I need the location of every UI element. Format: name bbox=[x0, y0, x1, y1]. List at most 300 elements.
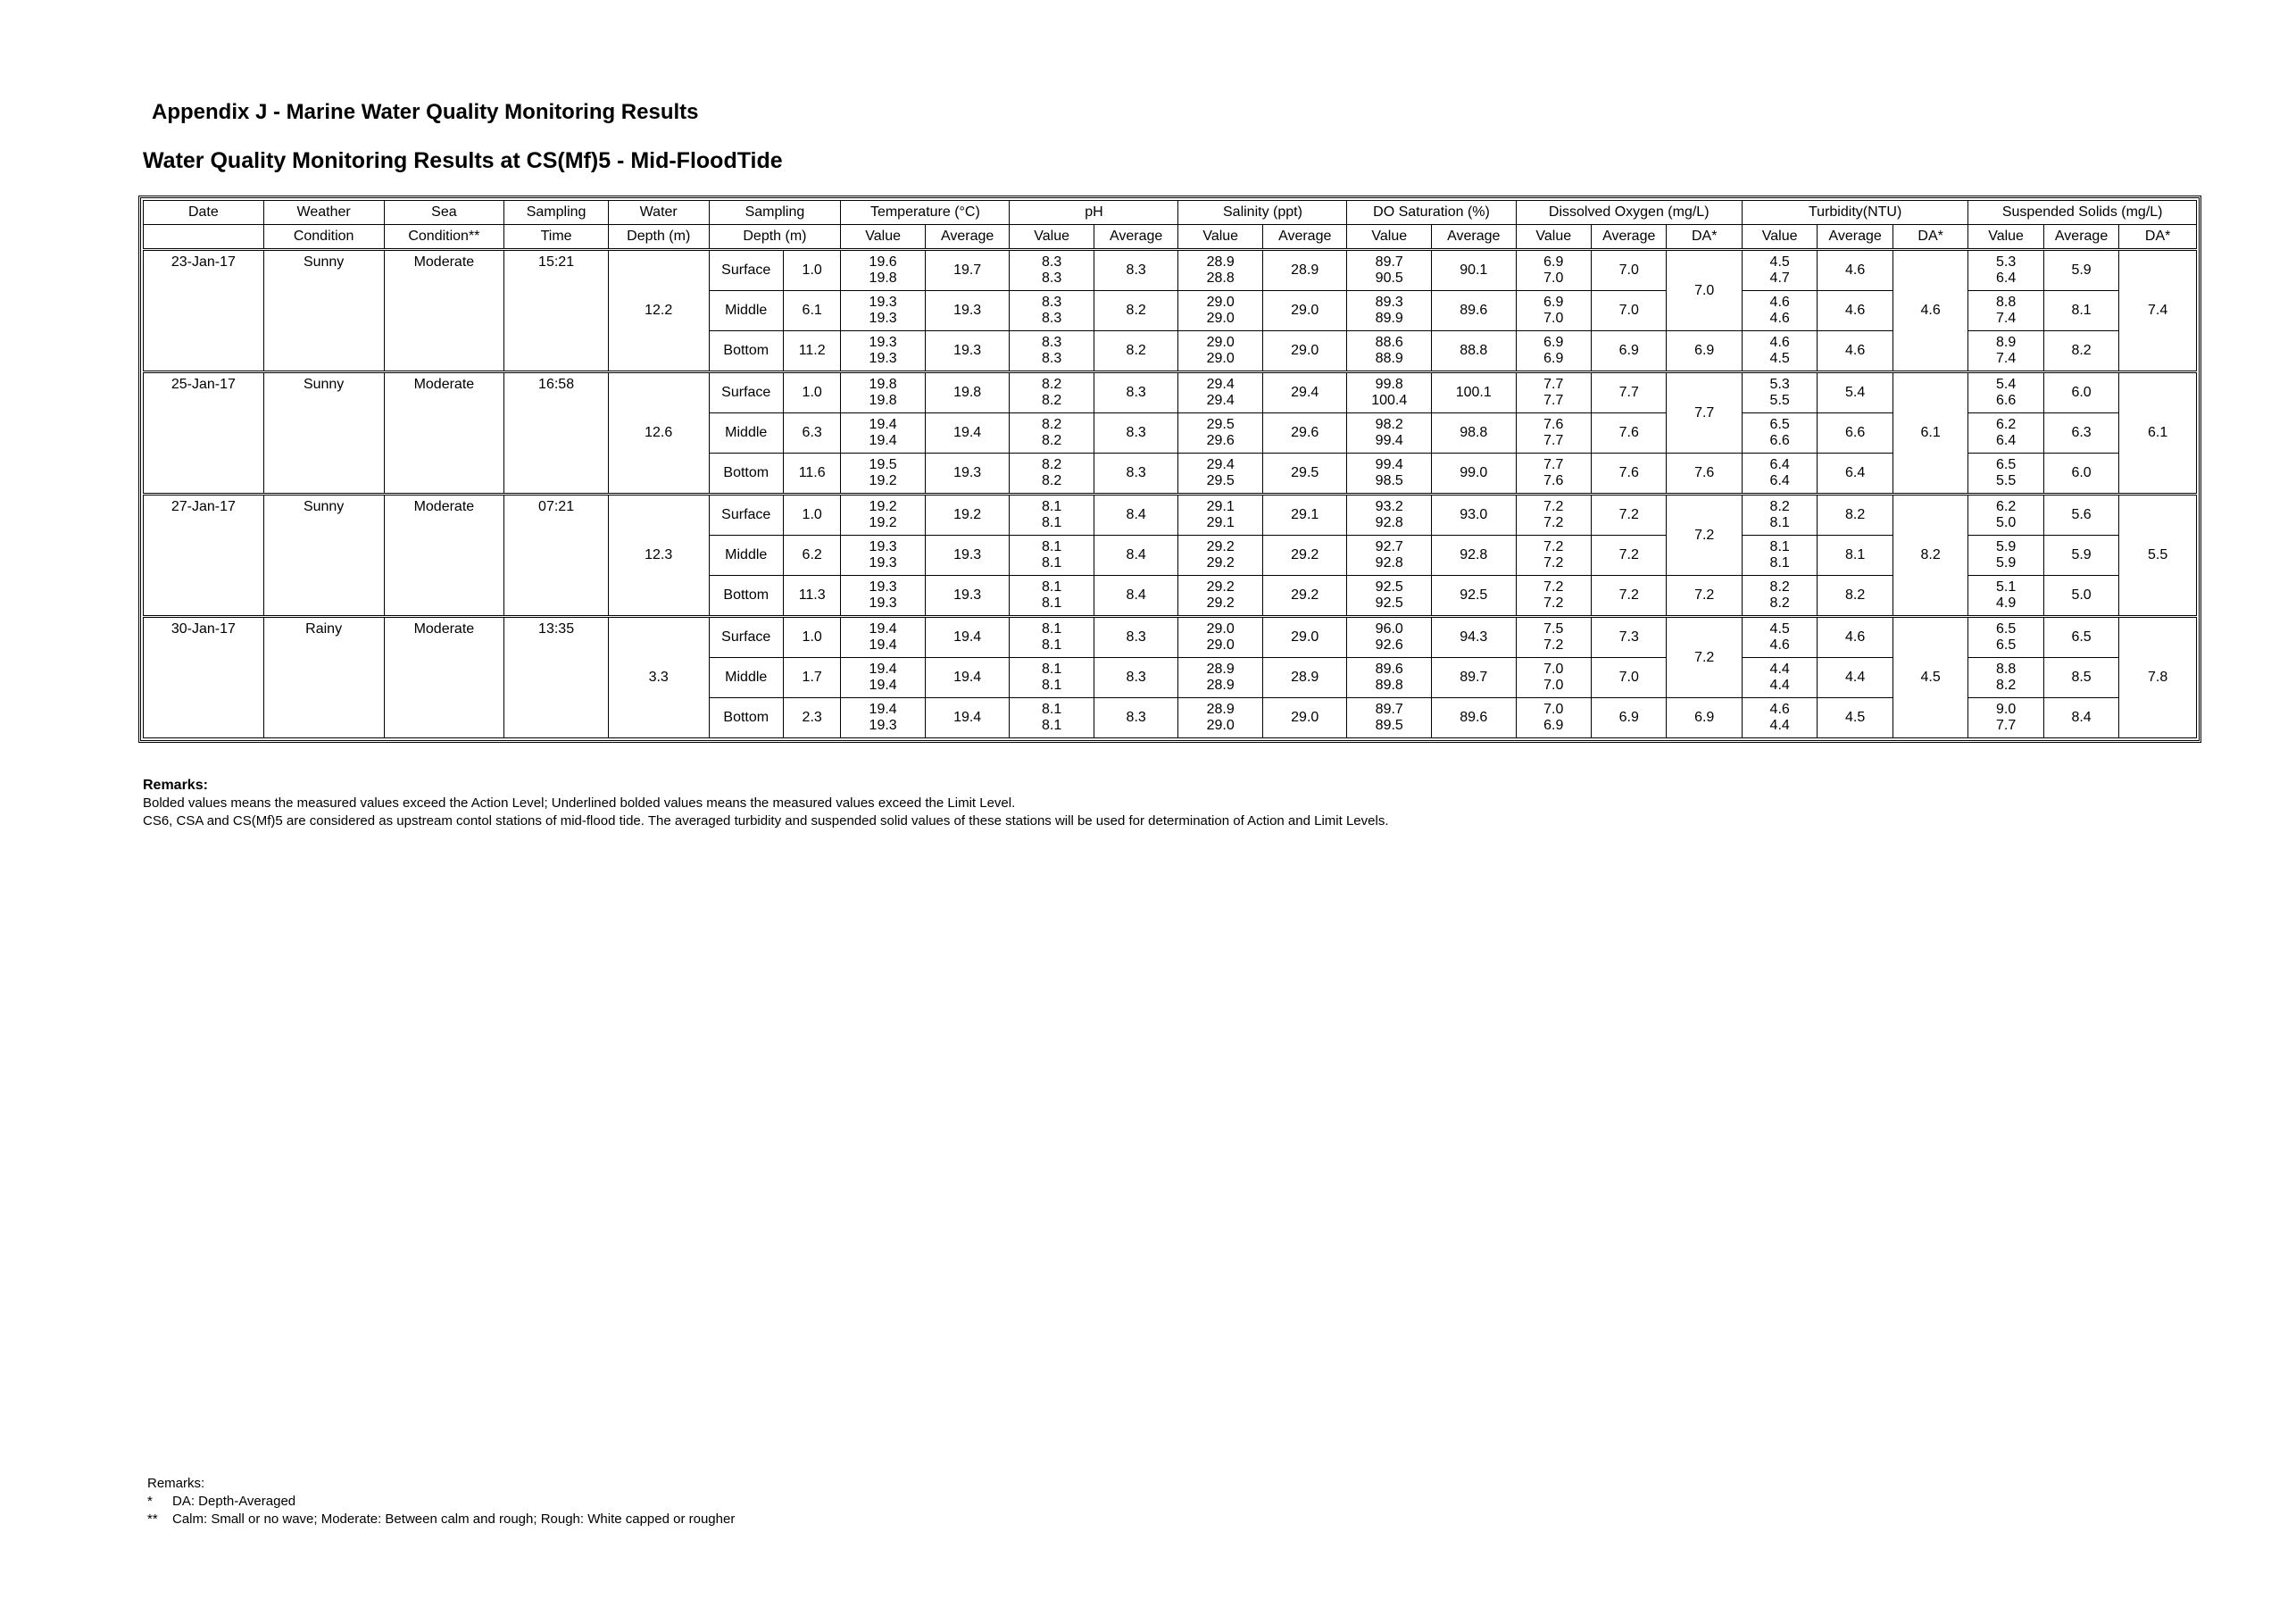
cell-date: 25-Jan-17 bbox=[144, 372, 264, 495]
cell-sea-condition: Moderate bbox=[384, 372, 504, 495]
cell-ph-values-2: 8.3 bbox=[1042, 311, 1062, 326]
cell-temp-values-1: 19.6 bbox=[869, 254, 897, 270]
table-title: Water Quality Monitoring Results at CS(Mf)5 - Mid-FloodTide bbox=[143, 148, 783, 173]
cell-ss-values-2: 7.4 bbox=[1995, 351, 2017, 366]
cell-salinity-values-2: 28.8 bbox=[1206, 271, 1235, 286]
cell-dosat-values bbox=[1347, 372, 1432, 413]
cell-salinity-average: 29.1 bbox=[1262, 495, 1347, 536]
cell-temp-values-1: 19.4 bbox=[869, 621, 897, 637]
header-row-1 bbox=[144, 201, 2197, 225]
cell-temp-values-2: 19.8 bbox=[869, 393, 897, 408]
cell-ph-values bbox=[1010, 454, 1094, 495]
col-sea-sub: Condition** bbox=[384, 225, 504, 250]
sub-value: Value bbox=[1178, 225, 1263, 250]
cell-salinity-values-1: 28.9 bbox=[1206, 662, 1235, 677]
cell-ss-values-1: 8.8 bbox=[1995, 662, 2017, 677]
cell-ss-average: 8.2 bbox=[2043, 331, 2118, 372]
cell-turbidity-average: 4.6 bbox=[1818, 617, 1893, 658]
cell-ph-average: 8.4 bbox=[1094, 576, 1178, 617]
cell-turbidity-values-1: 4.6 bbox=[1769, 335, 1790, 350]
cell-ph-average: 8.3 bbox=[1094, 250, 1178, 291]
cell-salinity-values-2: 29.6 bbox=[1206, 433, 1235, 448]
cell-temp-values-1: 19.3 bbox=[869, 579, 897, 595]
cell-ss-values-1: 6.5 bbox=[1995, 621, 2017, 637]
cell-temp-values-2: 19.3 bbox=[869, 351, 897, 366]
cell-ph-values-1: 8.1 bbox=[1042, 621, 1062, 637]
cell-salinity-values-1: 29.1 bbox=[1206, 499, 1235, 514]
cell-salinity-average: 29.2 bbox=[1262, 536, 1347, 576]
cell-sampling-time: 07:21 bbox=[504, 495, 609, 617]
cell-sampling-depth: 2.3 bbox=[783, 698, 840, 738]
cell-ss-da: 7.8 bbox=[2119, 617, 2197, 738]
cell-salinity-average: 29.4 bbox=[1262, 372, 1347, 413]
cell-temp-values-2: 19.4 bbox=[869, 678, 897, 693]
cell-date: 23-Jan-17 bbox=[144, 250, 264, 372]
cell-do-values bbox=[1516, 576, 1591, 617]
sub-average: Average bbox=[1432, 225, 1517, 250]
cell-turbidity-average: 8.2 bbox=[1818, 495, 1893, 536]
cell-ph-values-2: 8.3 bbox=[1042, 351, 1062, 366]
cell-level-name: Surface bbox=[709, 617, 783, 658]
cell-do-values bbox=[1516, 495, 1591, 536]
cell-salinity-values-2: 29.2 bbox=[1206, 595, 1235, 611]
cell-ss-values-2: 4.9 bbox=[1995, 595, 2017, 611]
cell-turbidity-average: 4.4 bbox=[1818, 658, 1893, 698]
cell-sampling-depth: 11.3 bbox=[783, 576, 840, 617]
cell-turbidity-values bbox=[1742, 291, 1817, 331]
cell-do-average: 7.6 bbox=[1591, 454, 1666, 495]
cell-dosat-values-1: 88.6 bbox=[1375, 335, 1403, 350]
cell-ph-values bbox=[1010, 698, 1094, 738]
footnotes-block bbox=[147, 1475, 735, 1528]
cell-do-average: 7.0 bbox=[1591, 291, 1666, 331]
cell-temp-average: 19.3 bbox=[925, 454, 1010, 495]
cell-salinity-values-1: 29.5 bbox=[1206, 417, 1235, 432]
cell-dosat-values-1: 96.0 bbox=[1375, 621, 1403, 637]
cell-ph-values bbox=[1010, 331, 1094, 372]
cell-do-da: 7.0 bbox=[1667, 250, 1742, 331]
cell-ss-values bbox=[1968, 698, 2043, 738]
cell-dosat-values-2: 92.8 bbox=[1375, 555, 1403, 570]
cell-dosat-values-1: 93.2 bbox=[1375, 499, 1403, 514]
cell-sampling-depth: 6.3 bbox=[783, 413, 840, 454]
cell-dosat-average: 88.8 bbox=[1432, 331, 1517, 372]
cell-ss-values bbox=[1968, 291, 2043, 331]
cell-turbidity-da: 4.6 bbox=[1893, 250, 1967, 372]
cell-ss-average: 5.0 bbox=[2043, 576, 2118, 617]
cell-ss-average: 8.4 bbox=[2043, 698, 2118, 738]
cell-turbidity-values bbox=[1742, 536, 1817, 576]
cell-dosat-average: 94.3 bbox=[1432, 617, 1517, 658]
col-do-saturation: DO Saturation (%) bbox=[1347, 201, 1516, 225]
cell-date: 27-Jan-17 bbox=[144, 495, 264, 617]
cell-turbidity-average: 4.6 bbox=[1818, 250, 1893, 291]
cell-dosat-values-1: 89.6 bbox=[1375, 662, 1403, 677]
cell-temp-average: 19.4 bbox=[925, 698, 1010, 738]
cell-ss-values bbox=[1968, 413, 2043, 454]
cell-temp-values bbox=[841, 372, 926, 413]
col-empty bbox=[144, 225, 264, 250]
cell-salinity-values-2: 29.0 bbox=[1206, 718, 1235, 733]
cell-turbidity-values-1: 4.6 bbox=[1769, 295, 1790, 310]
cell-salinity-average: 29.5 bbox=[1262, 454, 1347, 495]
table-row bbox=[144, 617, 2197, 658]
cell-turbidity-values-1: 8.1 bbox=[1769, 539, 1790, 554]
cell-dosat-values bbox=[1347, 291, 1432, 331]
cell-dosat-values-2: 92.6 bbox=[1375, 637, 1403, 653]
col-weather-sub: Condition bbox=[263, 225, 384, 250]
cell-turbidity-values bbox=[1742, 617, 1817, 658]
cell-ss-average: 8.1 bbox=[2043, 291, 2118, 331]
sub-average: Average bbox=[1094, 225, 1178, 250]
cell-ss-average: 8.5 bbox=[2043, 658, 2118, 698]
cell-turbidity-values-1: 4.5 bbox=[1769, 254, 1790, 270]
cell-ss-values-1: 5.4 bbox=[1995, 377, 2017, 392]
cell-temp-average: 19.8 bbox=[925, 372, 1010, 413]
cell-temp-values-2: 19.2 bbox=[869, 473, 897, 488]
cell-turbidity-values-2: 6.6 bbox=[1769, 433, 1790, 448]
cell-water-depth: 12.6 bbox=[608, 372, 709, 495]
cell-level-name: Surface bbox=[709, 250, 783, 291]
cell-salinity-values bbox=[1178, 698, 1263, 738]
cell-ss-values bbox=[1968, 372, 2043, 413]
cell-temp-values bbox=[841, 617, 926, 658]
cell-turbidity-average: 4.6 bbox=[1818, 331, 1893, 372]
cell-sampling-depth: 1.7 bbox=[783, 658, 840, 698]
cell-ss-values-2: 7.7 bbox=[1995, 718, 2017, 733]
cell-dosat-values-2: 100.4 bbox=[1371, 393, 1408, 408]
cell-temp-values-1: 19.3 bbox=[869, 539, 897, 554]
cell-temp-values-2: 19.2 bbox=[869, 515, 897, 530]
cell-turbidity-values bbox=[1742, 698, 1817, 738]
footnote-1-text: DA: Depth-Averaged bbox=[172, 1494, 296, 1509]
cell-sampling-depth: 1.0 bbox=[783, 250, 840, 291]
cell-do-values-2: 6.9 bbox=[1543, 351, 1564, 366]
cell-do-values-2: 7.2 bbox=[1543, 637, 1564, 653]
cell-do-values-2: 7.0 bbox=[1543, 678, 1564, 693]
cell-temp-values-2: 19.3 bbox=[869, 718, 897, 733]
cell-turbidity-values-1: 4.5 bbox=[1769, 621, 1790, 637]
cell-level-name: Bottom bbox=[709, 331, 783, 372]
cell-ph-values-1: 8.3 bbox=[1042, 295, 1062, 310]
cell-ph-average: 8.3 bbox=[1094, 372, 1178, 413]
col-sampling-depth: Sampling bbox=[709, 201, 841, 225]
col-time: Sampling bbox=[504, 201, 609, 225]
col-time-sub: Time bbox=[504, 225, 609, 250]
cell-turbidity-average: 5.4 bbox=[1818, 372, 1893, 413]
cell-do-values-2: 7.2 bbox=[1543, 515, 1564, 530]
cell-do-values-2: 7.7 bbox=[1543, 393, 1564, 408]
cell-ss-values-1: 6.2 bbox=[1995, 499, 2017, 514]
cell-do-values-2: 7.0 bbox=[1543, 271, 1564, 286]
cell-turbidity-values bbox=[1742, 658, 1817, 698]
cell-do-average: 7.2 bbox=[1591, 576, 1666, 617]
sub-average: Average bbox=[1262, 225, 1347, 250]
cell-ph-average: 8.3 bbox=[1094, 698, 1178, 738]
cell-sampling-time: 13:35 bbox=[504, 617, 609, 738]
cell-temp-values-2: 19.3 bbox=[869, 311, 897, 326]
cell-temp-values bbox=[841, 576, 926, 617]
cell-dosat-average: 92.5 bbox=[1432, 576, 1517, 617]
cell-do-values-2: 7.6 bbox=[1543, 473, 1564, 488]
cell-turbidity-average: 6.4 bbox=[1818, 454, 1893, 495]
cell-temp-average: 19.3 bbox=[925, 536, 1010, 576]
cell-ph-values bbox=[1010, 576, 1094, 617]
results-body bbox=[144, 250, 2197, 738]
cell-temp-average: 19.7 bbox=[925, 250, 1010, 291]
cell-turbidity-values-1: 8.2 bbox=[1769, 499, 1790, 514]
cell-dosat-values bbox=[1347, 617, 1432, 658]
cell-do-values-1: 7.5 bbox=[1543, 621, 1564, 637]
cell-salinity-values-1: 28.9 bbox=[1206, 254, 1235, 270]
cell-sampling-time: 15:21 bbox=[504, 250, 609, 372]
cell-ss-values-1: 6.2 bbox=[1995, 417, 2017, 432]
cell-ph-values bbox=[1010, 658, 1094, 698]
cell-ss-values-2: 6.4 bbox=[1995, 433, 2017, 448]
page-title: Appendix J - Marine Water Quality Monitoring Results bbox=[152, 100, 699, 124]
cell-level-name: Bottom bbox=[709, 698, 783, 738]
cell-turbidity-values-1: 8.2 bbox=[1769, 579, 1790, 595]
cell-sampling-depth: 1.0 bbox=[783, 372, 840, 413]
cell-salinity-values bbox=[1178, 617, 1263, 658]
cell-temp-values-1: 19.3 bbox=[869, 295, 897, 310]
cell-salinity-average: 29.0 bbox=[1262, 617, 1347, 658]
cell-temp-values-2: 19.8 bbox=[869, 271, 897, 286]
cell-ph-values-2: 8.1 bbox=[1042, 678, 1062, 693]
cell-salinity-values-2: 29.1 bbox=[1206, 515, 1235, 530]
cell-turbidity-values bbox=[1742, 372, 1817, 413]
cell-do-da-bottom: 6.9 bbox=[1667, 698, 1742, 738]
cell-turbidity-average: 4.6 bbox=[1818, 291, 1893, 331]
cell-ph-average: 8.4 bbox=[1094, 495, 1178, 536]
cell-do-values-1: 7.2 bbox=[1543, 499, 1564, 514]
cell-sampling-depth: 1.0 bbox=[783, 617, 840, 658]
cell-do-da-bottom: 6.9 bbox=[1667, 331, 1742, 372]
cell-turbidity-values-2: 6.4 bbox=[1769, 473, 1790, 488]
cell-salinity-values-2: 29.0 bbox=[1206, 351, 1235, 366]
cell-turbidity-values-2: 8.1 bbox=[1769, 515, 1790, 530]
cell-ph-values-1: 8.1 bbox=[1042, 702, 1062, 717]
sub-value: Value bbox=[1010, 225, 1094, 250]
cell-ph-average: 8.2 bbox=[1094, 291, 1178, 331]
cell-turbidity-values bbox=[1742, 454, 1817, 495]
cell-ss-values-1: 9.0 bbox=[1995, 702, 2017, 717]
cell-turbidity-average: 8.2 bbox=[1818, 576, 1893, 617]
cell-dosat-values-2: 89.9 bbox=[1375, 311, 1403, 326]
cell-ph-values-1: 8.3 bbox=[1042, 335, 1062, 350]
cell-ph-values bbox=[1010, 495, 1094, 536]
cell-ss-values bbox=[1968, 331, 2043, 372]
remarks-block bbox=[143, 777, 1389, 830]
cell-ss-values bbox=[1968, 658, 2043, 698]
cell-turbidity-average: 8.1 bbox=[1818, 536, 1893, 576]
cell-salinity-values bbox=[1178, 372, 1263, 413]
sub-value: Value bbox=[1742, 225, 1817, 250]
cell-do-values bbox=[1516, 698, 1591, 738]
cell-do-average: 7.7 bbox=[1591, 372, 1666, 413]
sub-da: DA* bbox=[2119, 225, 2197, 250]
cell-salinity-values-2: 29.0 bbox=[1206, 637, 1235, 653]
cell-ph-values-2: 8.1 bbox=[1042, 637, 1062, 653]
remarks-line-1: Bolded values means the measured values exceed the Action Level; Underlined bolded values means the measured values exceed the Limit Level. bbox=[143, 795, 1016, 811]
cell-ss-da: 5.5 bbox=[2119, 495, 2197, 617]
cell-temp-values bbox=[841, 536, 926, 576]
col-ph: pH bbox=[1010, 201, 1178, 225]
cell-dosat-values-1: 92.5 bbox=[1375, 579, 1403, 595]
cell-temp-values bbox=[841, 250, 926, 291]
cell-turbidity-values bbox=[1742, 413, 1817, 454]
cell-do-da-bottom: 7.6 bbox=[1667, 454, 1742, 495]
header-row-2 bbox=[144, 225, 2197, 250]
cell-ph-values-1: 8.1 bbox=[1042, 662, 1062, 677]
cell-level-name: Bottom bbox=[709, 576, 783, 617]
remarks-title: Remarks: bbox=[143, 778, 208, 793]
cell-ss-values-1: 5.9 bbox=[1995, 539, 2017, 554]
cell-level-name: Bottom bbox=[709, 454, 783, 495]
cell-dosat-values-1: 89.3 bbox=[1375, 295, 1403, 310]
cell-dosat-values bbox=[1347, 658, 1432, 698]
cell-salinity-values bbox=[1178, 576, 1263, 617]
col-date: Date bbox=[144, 201, 264, 225]
cell-ss-values bbox=[1968, 576, 2043, 617]
results-table bbox=[143, 200, 2197, 738]
cell-sea-condition: Moderate bbox=[384, 617, 504, 738]
cell-dosat-values-1: 99.8 bbox=[1375, 377, 1403, 392]
footnote-2-text: Calm: Small or no wave; Moderate: Between calm and rough; Rough: White capped or rougher bbox=[172, 1512, 736, 1527]
cell-do-da: 7.2 bbox=[1667, 617, 1742, 698]
cell-salinity-values-1: 29.2 bbox=[1206, 579, 1235, 595]
cell-dosat-values bbox=[1347, 250, 1432, 291]
cell-dosat-values-1: 92.7 bbox=[1375, 539, 1403, 554]
cell-salinity-values bbox=[1178, 413, 1263, 454]
cell-ss-da: 7.4 bbox=[2119, 250, 2197, 372]
cell-do-values-1: 7.2 bbox=[1543, 539, 1564, 554]
cell-do-values-1: 7.7 bbox=[1543, 377, 1564, 392]
cell-turbidity-values-1: 4.6 bbox=[1769, 702, 1790, 717]
cell-turbidity-values-1: 5.3 bbox=[1769, 377, 1790, 392]
cell-sampling-time: 16:58 bbox=[504, 372, 609, 495]
cell-turbidity-values-2: 8.1 bbox=[1769, 555, 1790, 570]
cell-ph-values bbox=[1010, 617, 1094, 658]
sub-da: DA* bbox=[1893, 225, 1967, 250]
cell-do-values bbox=[1516, 331, 1591, 372]
footnote-2-mark: ** bbox=[147, 1512, 158, 1527]
cell-turbidity-values bbox=[1742, 576, 1817, 617]
cell-ph-values-1: 8.1 bbox=[1042, 539, 1062, 554]
cell-do-values bbox=[1516, 454, 1591, 495]
cell-do-values bbox=[1516, 617, 1591, 658]
cell-do-da: 7.2 bbox=[1667, 495, 1742, 576]
cell-dosat-values bbox=[1347, 454, 1432, 495]
cell-salinity-values-2: 29.0 bbox=[1206, 311, 1235, 326]
table-row bbox=[144, 372, 2197, 413]
cell-do-average: 7.0 bbox=[1591, 250, 1666, 291]
cell-temp-average: 19.2 bbox=[925, 495, 1010, 536]
cell-dosat-values-2: 98.5 bbox=[1375, 473, 1403, 488]
cell-salinity-values bbox=[1178, 454, 1263, 495]
cell-ss-values-1: 6.5 bbox=[1995, 457, 2017, 472]
cell-temp-values-2: 19.4 bbox=[869, 637, 897, 653]
cell-ss-average: 5.9 bbox=[2043, 250, 2118, 291]
cell-sampling-depth: 6.2 bbox=[783, 536, 840, 576]
col-dissolved-oxygen: Dissolved Oxygen (mg/L) bbox=[1516, 201, 1742, 225]
cell-temp-values bbox=[841, 698, 926, 738]
cell-do-average: 7.0 bbox=[1591, 658, 1666, 698]
table-row bbox=[144, 495, 2197, 536]
cell-turbidity-average: 4.5 bbox=[1818, 698, 1893, 738]
cell-turbidity-values-2: 4.7 bbox=[1769, 271, 1790, 286]
cell-ph-average: 8.2 bbox=[1094, 331, 1178, 372]
cell-do-values-1: 7.2 bbox=[1543, 579, 1564, 595]
cell-turbidity-average: 6.6 bbox=[1818, 413, 1893, 454]
cell-weather: Sunny bbox=[263, 495, 384, 617]
cell-turbidity-values-2: 4.4 bbox=[1769, 678, 1790, 693]
cell-do-values-1: 7.6 bbox=[1543, 417, 1564, 432]
cell-dosat-average: 89.6 bbox=[1432, 698, 1517, 738]
cell-sea-condition: Moderate bbox=[384, 250, 504, 372]
cell-salinity-values-1: 28.9 bbox=[1206, 702, 1235, 717]
cell-temp-values bbox=[841, 331, 926, 372]
cell-dosat-values-2: 99.4 bbox=[1375, 433, 1403, 448]
cell-dosat-average: 99.0 bbox=[1432, 454, 1517, 495]
cell-do-values-1: 7.7 bbox=[1543, 457, 1564, 472]
cell-sampling-depth: 6.1 bbox=[783, 291, 840, 331]
footnote-1 bbox=[147, 1493, 735, 1511]
cell-ph-values bbox=[1010, 413, 1094, 454]
cell-ss-values-2: 5.5 bbox=[1995, 473, 2017, 488]
cell-temp-values bbox=[841, 413, 926, 454]
cell-ph-values-1: 8.1 bbox=[1042, 499, 1062, 514]
cell-temp-values-2: 19.3 bbox=[869, 555, 897, 570]
sub-average: Average bbox=[1591, 225, 1666, 250]
cell-turbidity-values-2: 4.5 bbox=[1769, 351, 1790, 366]
sub-da: DA* bbox=[1667, 225, 1742, 250]
cell-dosat-values bbox=[1347, 576, 1432, 617]
cell-salinity-values bbox=[1178, 250, 1263, 291]
footnote-1-mark: * bbox=[147, 1494, 153, 1509]
cell-temp-values-1: 19.3 bbox=[869, 335, 897, 350]
cell-sampling-depth: 11.6 bbox=[783, 454, 840, 495]
cell-salinity-average: 29.0 bbox=[1262, 291, 1347, 331]
cell-dosat-values-1: 89.7 bbox=[1375, 702, 1403, 717]
cell-temp-average: 19.4 bbox=[925, 617, 1010, 658]
cell-do-average: 7.2 bbox=[1591, 495, 1666, 536]
cell-salinity-values bbox=[1178, 495, 1263, 536]
cell-level-name: Surface bbox=[709, 372, 783, 413]
cell-ph-average: 8.4 bbox=[1094, 536, 1178, 576]
cell-do-average: 6.9 bbox=[1591, 331, 1666, 372]
cell-dosat-values bbox=[1347, 536, 1432, 576]
cell-dosat-values-2: 90.5 bbox=[1375, 271, 1403, 286]
cell-temp-values-1: 19.4 bbox=[869, 702, 897, 717]
cell-ss-average: 6.3 bbox=[2043, 413, 2118, 454]
cell-level-name: Middle bbox=[709, 291, 783, 331]
cell-ph-values-2: 8.3 bbox=[1042, 271, 1062, 286]
cell-ph-values-1: 8.2 bbox=[1042, 457, 1062, 472]
cell-sampling-depth: 1.0 bbox=[783, 495, 840, 536]
cell-ss-values-1: 5.3 bbox=[1995, 254, 2017, 270]
cell-salinity-values-1: 29.0 bbox=[1206, 335, 1235, 350]
cell-ph-values-2: 8.1 bbox=[1042, 595, 1062, 611]
cell-dosat-values bbox=[1347, 495, 1432, 536]
cell-turbidity-values-2: 4.6 bbox=[1769, 637, 1790, 653]
cell-salinity-values-2: 29.5 bbox=[1206, 473, 1235, 488]
cell-salinity-values bbox=[1178, 291, 1263, 331]
cell-ss-values-2: 6.6 bbox=[1995, 393, 2017, 408]
cell-ss-da: 6.1 bbox=[2119, 372, 2197, 495]
cell-salinity-average: 29.0 bbox=[1262, 698, 1347, 738]
sub-average: Average bbox=[925, 225, 1010, 250]
